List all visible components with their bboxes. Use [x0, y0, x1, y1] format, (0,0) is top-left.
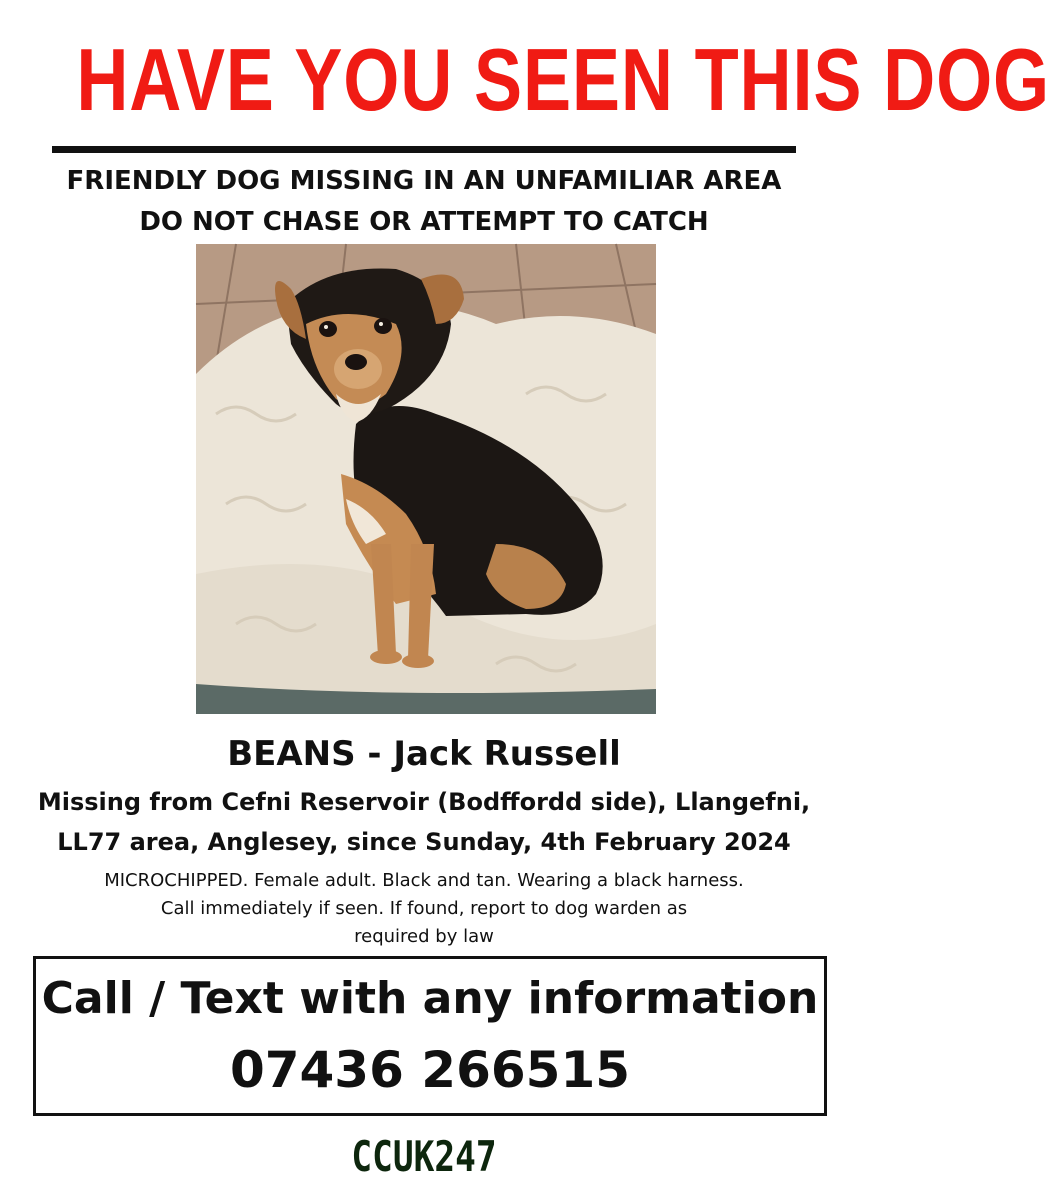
call-text-label: Call / Text with any information: [41, 973, 819, 1024]
poster-headline: HAVE YOU SEEN THIS DOG: [76, 30, 1050, 129]
missing-location-line-2: LL77 area, Anglesey, since Sunday, 4th February 2024: [57, 828, 791, 856]
dog-photo: [196, 244, 656, 714]
missing-location-line-1: Missing from Cefni Reservoir (Bodffordd side), Llangefni,: [37, 788, 811, 816]
contact-box: [33, 956, 827, 1116]
subheadline-warning: DO NOT CHASE OR ATTEMPT TO CATCH: [139, 207, 709, 237]
details-line-3: required by law: [354, 926, 494, 947]
dog-photo-icon: [196, 244, 656, 714]
details-line-2: Call immediately if seen. If found, report to dog warden as: [160, 898, 688, 919]
dog-name: BEANS - Jack Russell: [227, 734, 621, 774]
details-line-1: MICROCHIPPED. Female adult. Black and tan. Wearing a black harness.: [104, 870, 744, 891]
headline-divider: [52, 146, 796, 153]
phone-number[interactable]: 07436 266515: [229, 1041, 631, 1099]
subheadline-missing: FRIENDLY DOG MISSING IN AN UNFAMILIAR AREA: [66, 166, 782, 196]
footer-tag: CCUK247: [351, 1132, 497, 1181]
